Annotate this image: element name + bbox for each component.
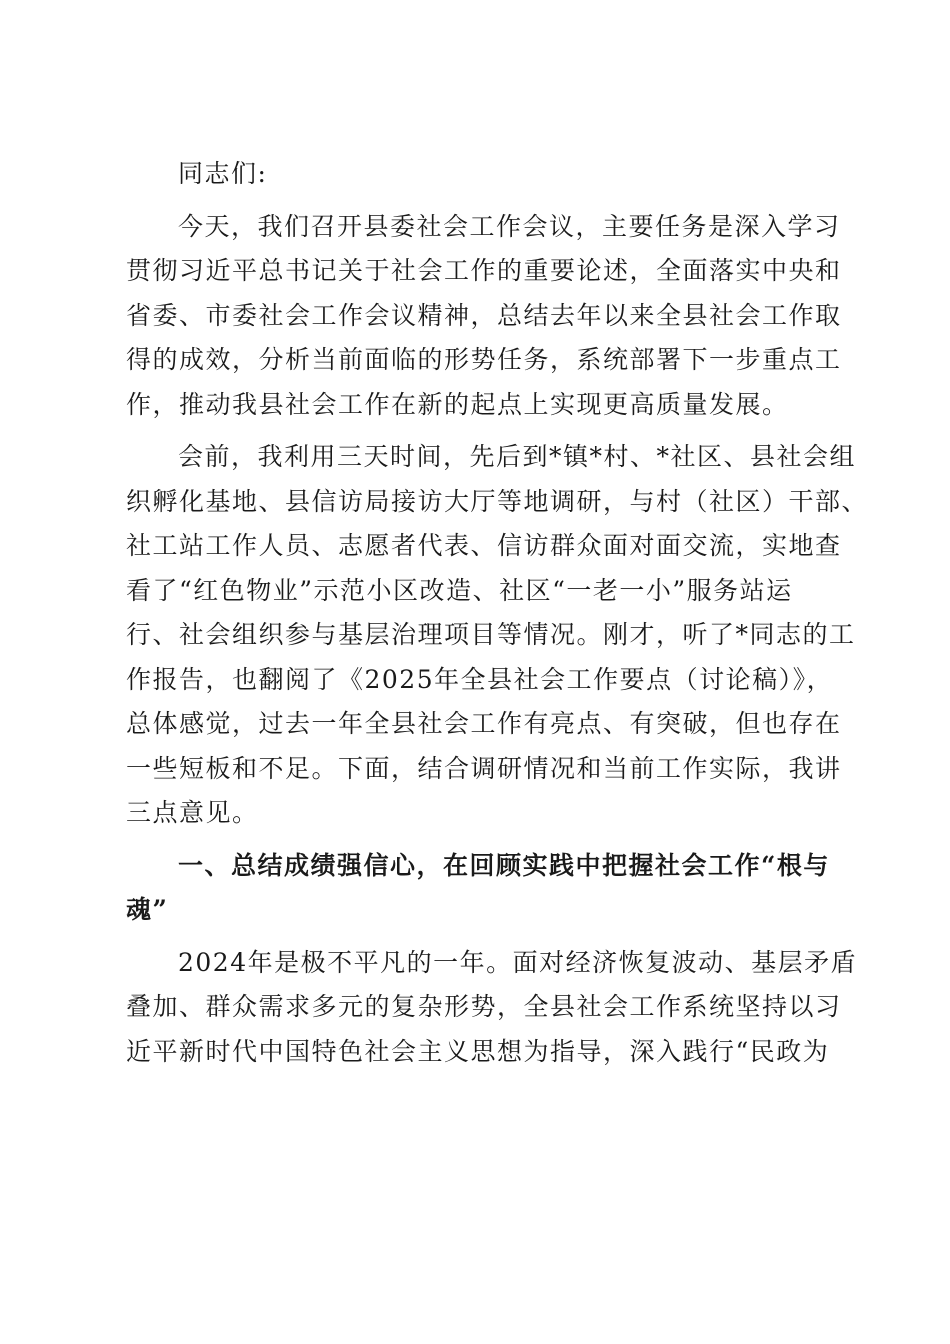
section-heading-1 — [126, 844, 832, 933]
paragraph-line: 织孵化基地、县信访局接访大厅等地调研，与村（社区）干部、 — [126, 486, 869, 516]
paragraph-intro — [126, 205, 842, 428]
paragraph-gap — [126, 933, 832, 941]
paragraph-line: 看了“红色物业”示范小区改造、社区“一老一小”服务站运 — [126, 575, 793, 605]
paragraph-line: 总体感觉，过去一年全县社会工作有亮点、有突破，但也存在 — [126, 709, 842, 738]
paragraph-gap — [126, 427, 832, 435]
paragraph-gap — [126, 197, 832, 205]
paragraph-line: 叠加、群众需求多元的复杂形势，全县社会工作系统坚持以习 — [126, 992, 842, 1021]
paragraph-line: 近平新时代中国特色社会主义思想为指导，深入践行“民政为 — [126, 1036, 830, 1066]
heading-line: 一、总结成绩强信心，在回顾实践中把握社会工作“根与 — [178, 850, 830, 880]
paragraph-2024 — [126, 941, 858, 1075]
paragraph-line: 会前，我利用三天时间，先后到*镇*村、*社区、县社会组 — [178, 442, 857, 471]
paragraph-research — [126, 435, 869, 836]
paragraph-line: 今天，我们召开县委社会工作会议，主要任务是深入学习 — [178, 211, 841, 241]
paragraph-line: 2024年是极不平凡的一年。面对经济恢复波动、基层矛盾 — [178, 947, 858, 977]
heading-line: 魂” — [126, 895, 169, 924]
paragraph-line: 省委、市委社会工作会议精神，总结去年以来全县社会工作取 — [126, 300, 842, 330]
paragraph-line: 作报告，也翻阅了《2025年全县社会工作要点（讨论稿）》， — [126, 664, 834, 694]
document-body — [126, 152, 869, 1074]
paragraph-gap — [126, 836, 832, 844]
paragraph-line: 行、社会组织参与基层治理项目等情况。刚才，听了*同志的工 — [126, 620, 856, 649]
salutation: 同志们: — [178, 159, 268, 188]
paragraph-line: 一些短板和不足。下面，结合调研情况和当前工作实际，我讲 — [126, 753, 842, 783]
paragraph-line: 社工站工作人员、志愿者代表、信访群众面对面交流，实地查 — [126, 531, 842, 560]
paragraph-line: 作，推动我县社会工作在新的起点上实现更高质量发展。 — [126, 389, 789, 419]
paragraph-line: 三点意见。 — [126, 798, 259, 827]
paragraph-line: 得的成效，分析当前面临的形势任务，系统部署下一步重点工 — [126, 345, 842, 374]
paragraph-line: 贯彻习近平总书记关于社会工作的重要论述，全面落实中央和 — [126, 256, 842, 285]
